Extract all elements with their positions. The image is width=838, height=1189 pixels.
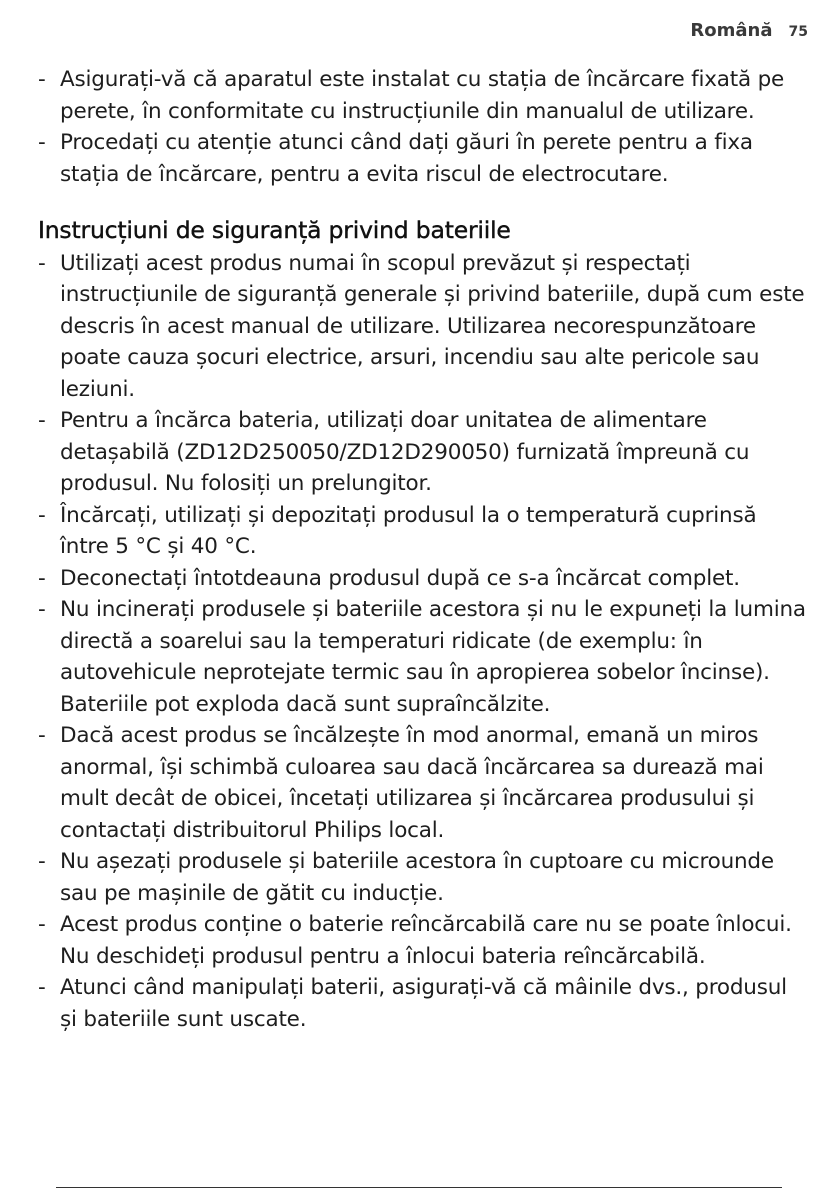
list-item: - Procedați cu atenție atunci când dați găuri în perete pentru a fixa stația de încărcare, pentru a evita riscul de electrocutare. — [38, 127, 808, 190]
list-item: - Deconectați întotdeauna produsul după ce s-a încărcat complet. — [38, 563, 808, 595]
footer-divider — [56, 1187, 782, 1188]
list-item: - Nu așezați produsele și bateriile acestora în cuptoare cu microunde sau pe mașinile de gătit cu inducție. — [38, 846, 808, 909]
page-number: 75 — [788, 24, 808, 40]
language-label: Română — [690, 20, 773, 41]
list-item: - Dacă acest produs se încălzește în mod anormal, emană un miros anormal, își schimbă culoarea sau dacă încărcarea sa durează mai mult decât de obicei, încetați utilizarea și încărcarea produsului și contactați distribuitorul Philips local. — [38, 720, 808, 846]
section-title: Instrucțiuni de siguranță privind bateriile — [38, 216, 511, 244]
list-item: - Încărcați, utilizați și depozitați produsul la o temperatură cuprinsă între 5 °C și 40 °C. — [38, 500, 808, 563]
page-content — [38, 64, 808, 1035]
list-item: - Acest produs conține o baterie reîncărcabilă care nu se poate înlocui. Nu deschideți produsul pentru a înlocui bateria reîncărcabilă. — [38, 909, 808, 972]
list-item: - Pentru a încărca bateria, utilizați doar unitatea de alimentare detașabilă (ZD12D250050/ZD12D290050) furnizată împreună cu produsul. Nu folosiți un prelungitor. — [38, 405, 808, 500]
list-item: - Nu incinerați produsele și bateriile acestora și nu le expuneți la lumina directă a soarelui sau la temperaturi ridicate (de exemplu: în autovehicule neprotejate termic sau în apropierea sobelor încinse). Bateriile pot exploda dacă sunt supraîncălzite. — [38, 594, 808, 720]
battery-safety-list — [38, 248, 808, 1036]
list-item: - Asigurați-vă că aparatul este instalat cu stația de încărcare fixată pe perete, în conformitate cu instrucțiunile din manualul de utilizare. — [38, 64, 808, 127]
intro-list — [38, 64, 808, 190]
list-item: - Utilizați acest produs numai în scopul prevăzut și respectați instrucțiunile de siguranță generale și privind bateriile, după cum este descris în acest manual de utilizare. Utilizarea necorespunzătoare poate cauza șocuri electrice, arsuri, incendiu sau alte pericole sau leziuni. — [38, 248, 808, 406]
page-header — [690, 20, 808, 41]
list-item: - Atunci când manipulați baterii, asigurați-vă că mâinile dvs., produsul și bateriile sunt uscate. — [38, 972, 808, 1035]
